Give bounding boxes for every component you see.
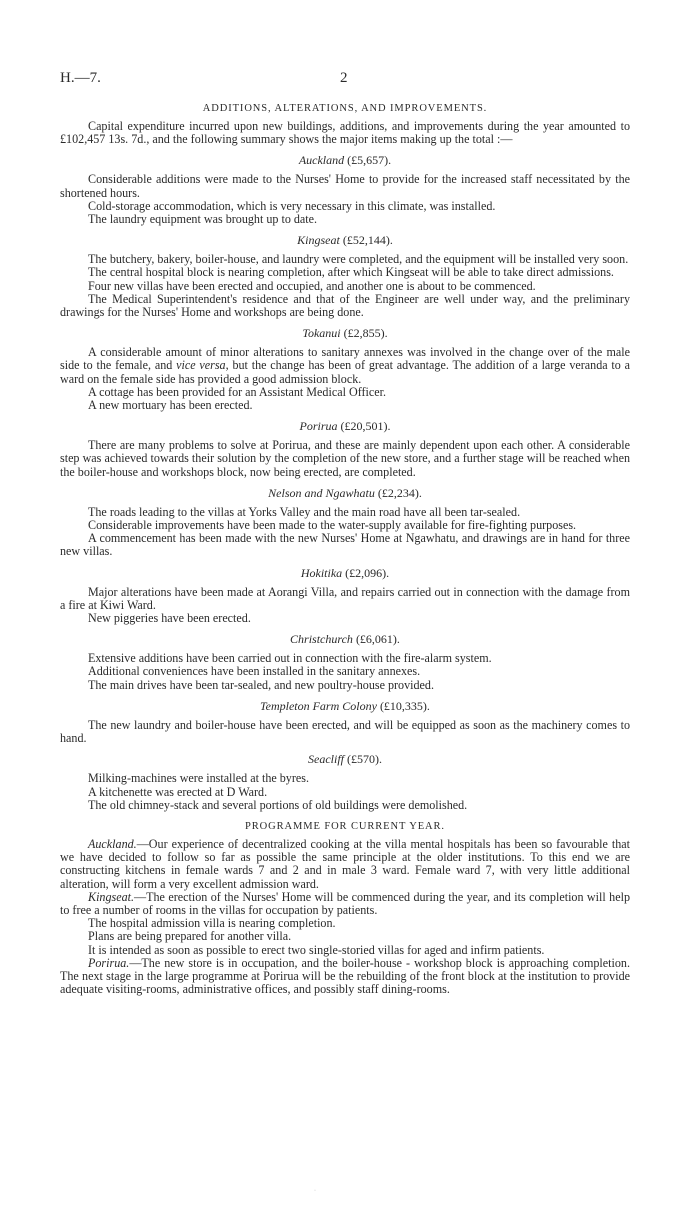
subheading-hokitika (60, 567, 630, 580)
institution-name: Auckland (298, 153, 345, 168)
programme-auckland (60, 838, 630, 891)
paragraph: The butchery, bakery, boiler-house, and laundry were completed, and the equipment will be installed very soon. (88, 252, 629, 267)
institution-amount: (£2,234). (377, 485, 422, 500)
section-title-additions: ADDITIONS, ALTERATIONS, AND IMPROVEMENTS. (202, 103, 488, 114)
intro-paragraph: Capital expenditure incurred upon new buildings, additions, and improvements during the year amounted to £102,457 13s. 7d., and the following summary shows the major items making up the total :— (60, 119, 630, 147)
subheading-tokanui (60, 327, 630, 340)
paragraph: A kitchenette was erected at D Ward. (88, 784, 268, 799)
paragraph: Considerable improvements have been made to the water-supply available for fire-fighting purposes. (88, 518, 577, 533)
institution-name: Nelson and Ngawhatu (268, 485, 375, 500)
institution-amount: (£20,501). (340, 419, 391, 434)
institution-amount: (£10,335). (379, 698, 430, 713)
paragraph: The laundry equipment was brought up to date. (88, 212, 318, 227)
institution-name: Kingseat (297, 233, 340, 248)
paragraph: There are many problems to solve at Porirua, and these are mainly dependent upon each other. A considerable step was achieved towards their solution by the completion of the new store, and a further stage will be reached when the boiler-house and workshops block, now being erected, are completed. (60, 438, 630, 479)
latin-phrase: vice versa (176, 358, 226, 373)
subheading-kingseat (60, 234, 630, 247)
subheading-porirua (60, 420, 630, 433)
programme-place-name: Porirua. (88, 955, 130, 970)
programme-porirua (60, 957, 630, 997)
paragraph: A cottage has been provided for an Assistant Medical Officer. (88, 384, 387, 399)
subheading-auckland (60, 154, 630, 167)
paragraph: The Medical Superintendent's residence and that of the Engineer are well under way, and the preliminary drawings for the Nurses' Home and workshops are being done. (60, 291, 630, 320)
programme-text: —Our experience of decentralized cooking at the villa mental hospitals has been so favourable that we have decided to follow so far as possible the same principle at the older institutions. To this end we are constructing kitchens in female wards 7 and 2 and in male 3 ward. Female ward 7, with very little additional alteration, will form a very excellent admission ward. (60, 836, 630, 891)
programme-kingseat (60, 891, 630, 917)
page-header (60, 70, 640, 92)
institution-amount: (£6,061). (355, 632, 400, 647)
programme-place-name: Kingseat. (88, 889, 135, 904)
paragraph: A new mortuary has been erected. (88, 398, 253, 413)
institution-amount: (£2,096). (345, 565, 390, 580)
institution-amount: (£570). (347, 752, 382, 767)
paragraph: Four new villas have been erected and occupied, and another one is about to be commenced. (88, 278, 536, 293)
paragraph: The new laundry and boiler-house have been erected, and will be equipped as soon as the machinery comes to hand. (60, 717, 630, 746)
section-title-programme: PROGRAMME FOR CURRENT YEAR. (245, 820, 445, 832)
paragraph: New piggeries have been erected. (88, 611, 251, 626)
paragraph: A considerable amount of minor alterations to sanitary annexes was involved in the change over of the male side to the female, and vice versa, but the change has been of great advantage. The addition of a large veranda to a ward on the female side has provided a good admission block. (60, 345, 631, 386)
subheading-templeton (60, 700, 630, 713)
subheading-christchurch (60, 633, 630, 646)
paragraph: Extensive additions have been carried out in connection with the fire-alarm system. (88, 651, 492, 666)
institution-name: Porirua (299, 419, 338, 434)
paragraph: The central hospital block is nearing completion, after which Kingseat will be able to take direct admissions. (88, 265, 614, 280)
paragraph: The roads leading to the villas at Yorks Valley and the main road have all been tar-sealed. (88, 504, 521, 519)
paragraph: The main drives have been tar-sealed, and new poultry-house provided. (88, 677, 434, 692)
page-mark: · (314, 1188, 316, 1194)
institution-name: Seacliff (308, 752, 344, 767)
institution-name: Templeton Farm Colony (260, 698, 377, 713)
institution-name: Hokitika (300, 565, 343, 580)
institution-amount: (£2,855). (343, 326, 388, 341)
paragraph: It is intended as soon as possible to erect two single-storied villas for aged and infirm patients. (88, 942, 545, 957)
paragraph: The hospital admission villa is nearing completion. (88, 916, 336, 931)
subheading-nelson (60, 487, 630, 500)
programme-text: —The erection of the Nurses' Home will be commenced during the year, and its completion will help to free a number of rooms in the villas for occupation by patients. (60, 889, 630, 917)
institution-name: Christchurch (290, 632, 353, 647)
institution-amount: (£5,657). (347, 153, 392, 168)
institution-amount: (£52,144). (342, 233, 393, 248)
page-number: 2 (340, 70, 348, 86)
paragraph: A commencement has been made with the new Nurses' Home at Ngawhatu, and drawings are in hand for three new villas. (60, 531, 630, 559)
paragraph: Additional conveniences have been installed in the sanitary annexes. (88, 664, 421, 679)
programme-place-name: Auckland. (88, 836, 137, 851)
paragraph: Cold-storage accommodation, which is very necessary in this climate, was installed. (88, 198, 496, 213)
paragraph: The old chimney-stack and several portions of old buildings were demolished. (88, 797, 468, 812)
programme-text: —The new store is in occupation, and the boiler-house - workshop block is approaching completion. The next stage in the large programme at Porirua will be the rebuilding of the front block at the institution to provide adequate visiting-rooms, administrative offices, and possibly staff dining-rooms. (60, 955, 630, 997)
paragraph: Major alterations have been made at Aorangi Villa, and repairs carried out in connection with the damage from a fire at Kiwi Ward. (60, 584, 630, 612)
paragraph: Plans are being prepared for another villa. (88, 929, 292, 944)
paragraph: Milking-machines were installed at the byres. (88, 771, 309, 786)
institution-name: Tokanui (302, 326, 341, 341)
paragraph: Considerable additions were made to the Nurses' Home to provide for the increased staff necessitated by the shortened hours. (60, 172, 630, 200)
subheading-seacliff (60, 753, 630, 766)
page-content (60, 103, 630, 996)
document-reference: H.—7. (60, 70, 101, 86)
